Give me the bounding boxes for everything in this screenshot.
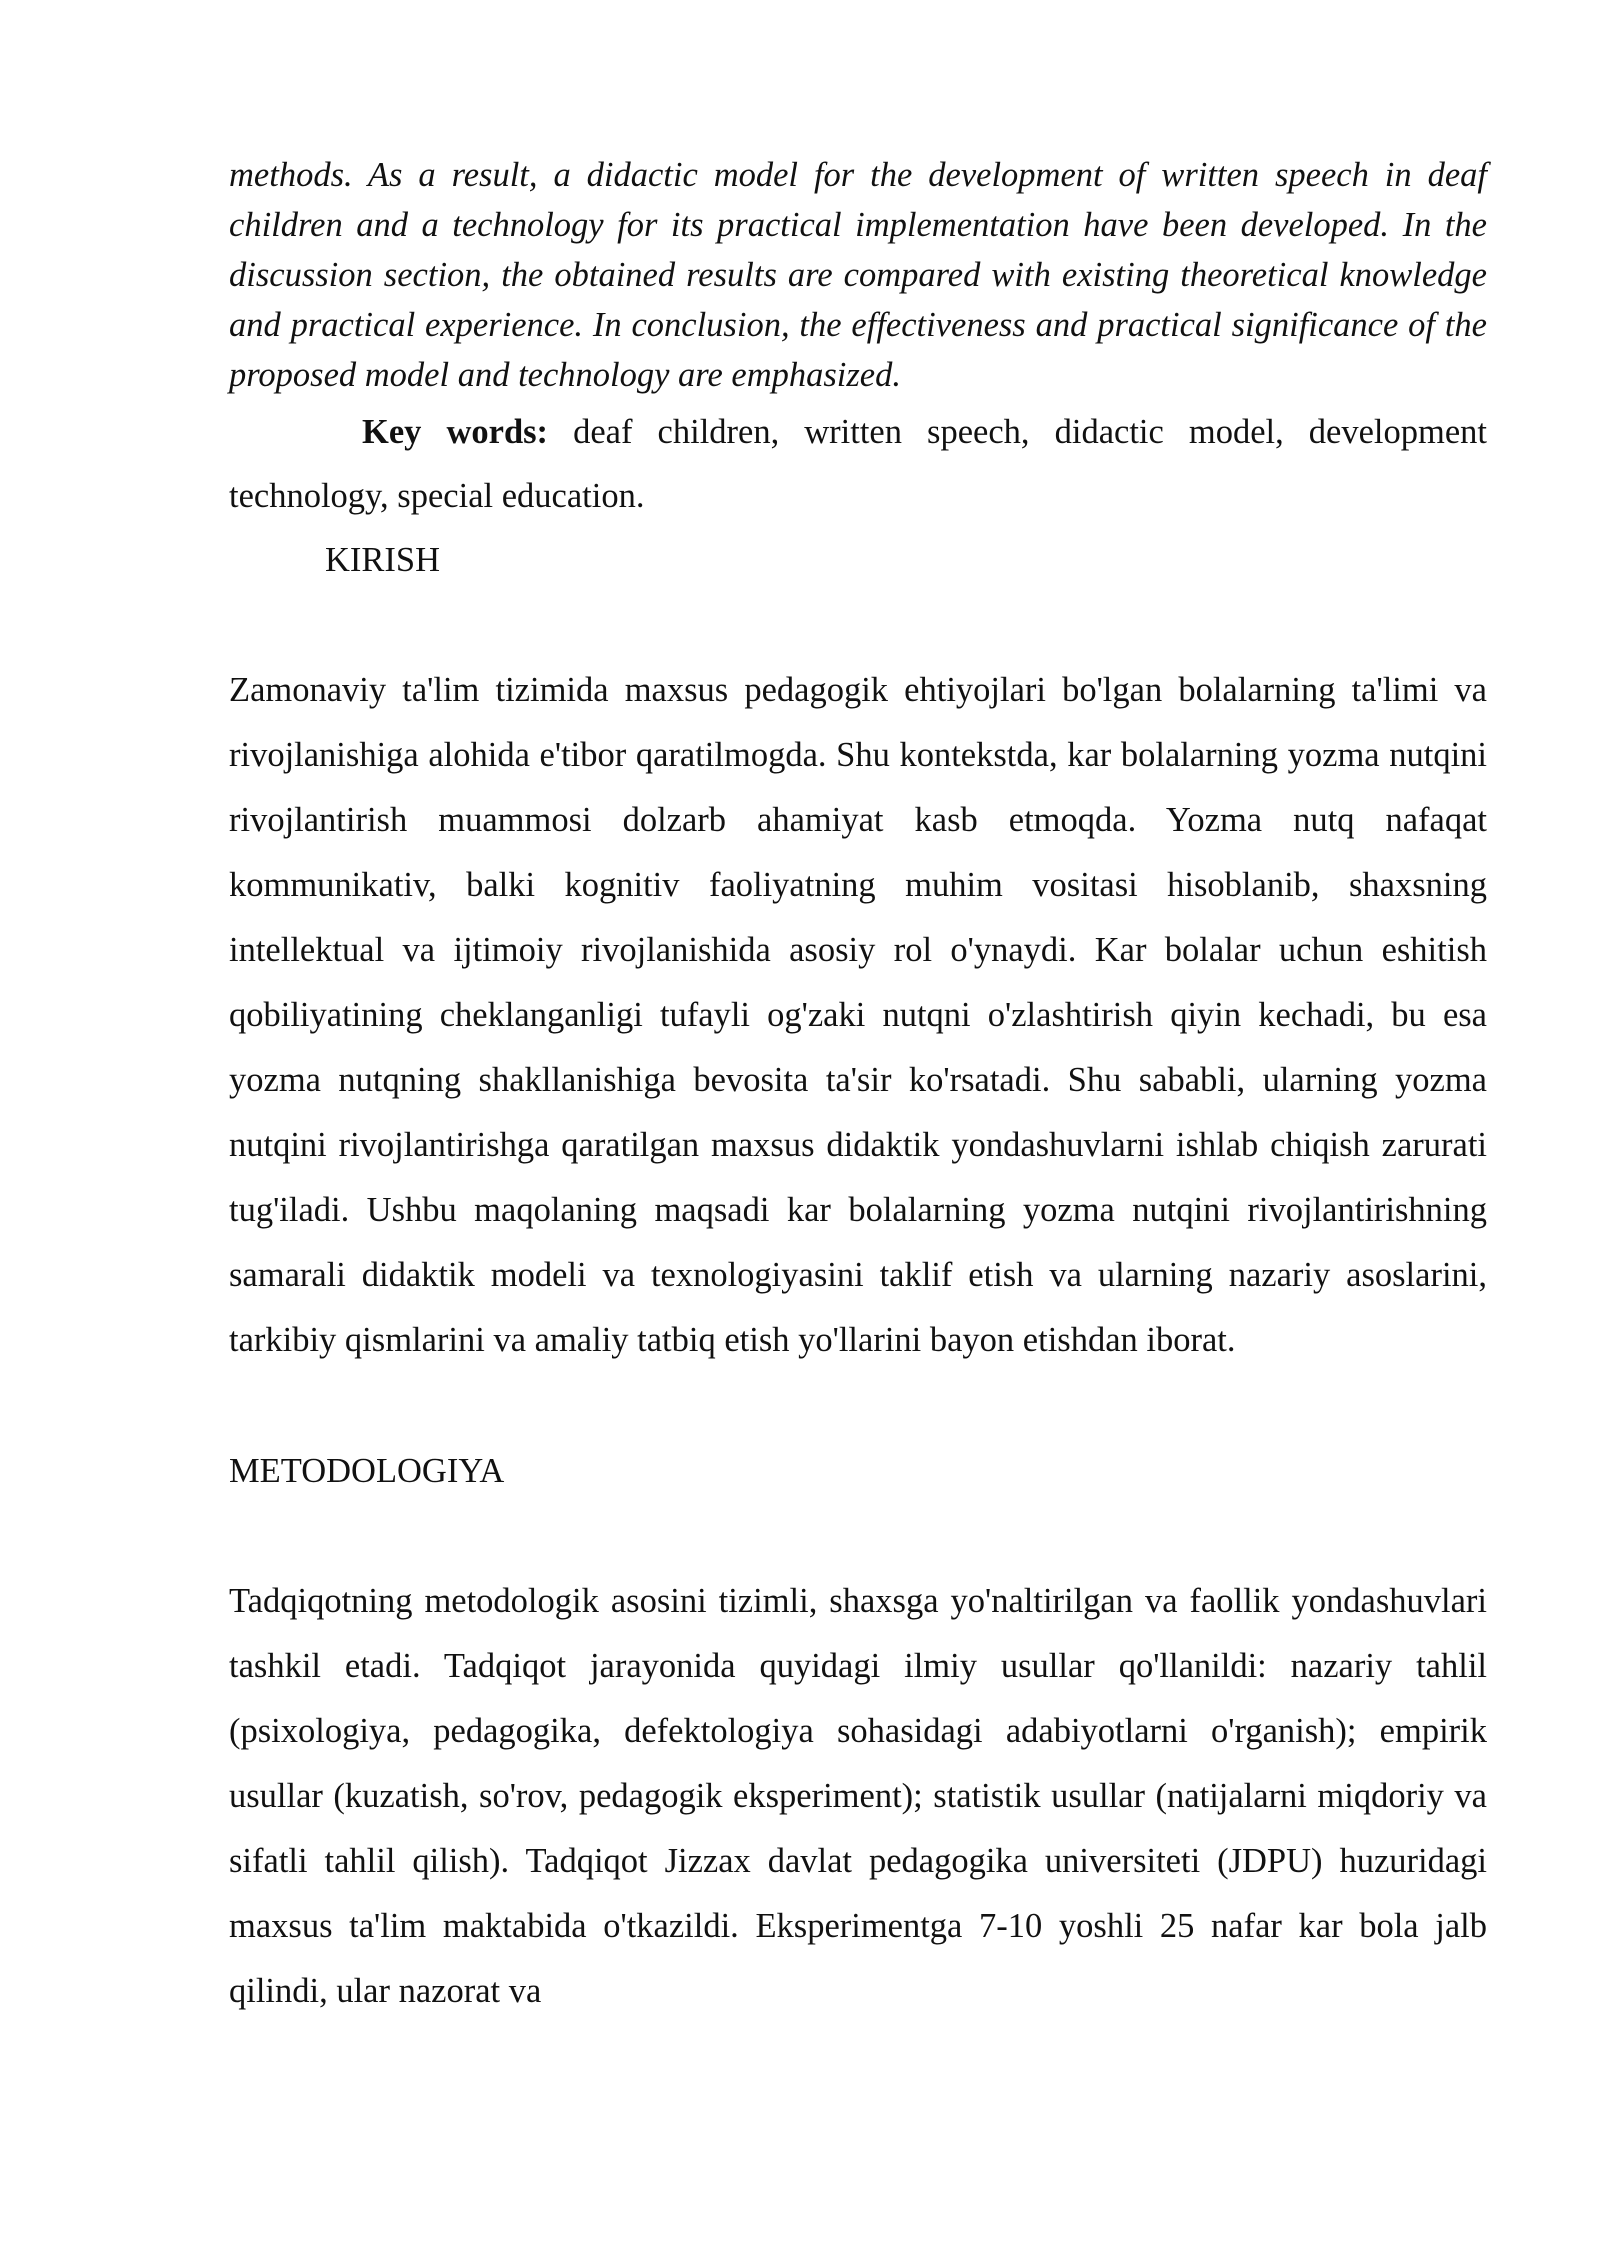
methodology-heading: METODOLOGIYA — [229, 1452, 505, 1490]
keywords-paragraph — [229, 400, 1487, 528]
introduction-paragraph: Zamonaviy ta'lim tizimida maxsus pedagogik ehtiyojlari bo'lgan bolalarning ta'limi va rivojlanishiga alohida e'tibor qaratilmogda. Shu kontekstda, kar bolalarning yozma nutqini rivojlantirish muammosi dolzarb ahamiyat kasb etmoqda. Yozma nutq nafaqat kommunikativ, balki kognitiv faoliyatning muhim vositasi hisoblanib, shaxsning intellektual va ijtimoiy rivojlanishida asosiy rol o'ynaydi. Kar bolalar uchun eshitish qobiliyatining cheklanganligi tufayli og'zaki nutqni o'zlashtirish qiyin kechadi, bu esa yozma nutqning shakllanishiga bevosita ta'sir ko'rsatadi. Shu sababli, ularning yozma nutqini rivojlantirishga qaratilgan maxsus didaktik yondashuvlarni ishlab chiqish zarurati tug'iladi. Ushbu maqolaning maqsadi kar bolalarning yozma nutqini rivojlantirishning samarali didaktik modeli va texnologiyasini taklif etish va ularning nazariy asoslarini, tarkibiy qismlarini va amaliy tatbiq etish yo'llarini bayon etishdan iborat. — [229, 671, 1487, 1359]
keywords-list: deaf children, written speech, didactic model, development technology, special education. — [229, 413, 1487, 515]
keywords-label: Key words: — [362, 413, 549, 451]
spacer — [229, 1373, 1487, 1439]
introduction-heading: KIRISH — [325, 541, 441, 579]
document-page — [229, 150, 1487, 2024]
methodology-paragraph: Tadqiqotning metodologik asosini tizimli, shaxsga yo'naltirilgan va faollik yondashuvlari tashkil etadi. Tadqiqot jarayonida quyidagi ilmiy usullar qo'llanildi: nazariy tahlil (psixologiya, pedagogika, defektologiya sohasidagi adabiyotlarni o'rganish); empirik usullar (kuzatish, so'rov, pedagogik eksperiment); statistik usullar (natijalarni miqdoriy va sifatli tahlil qilish). Tadqiqot Jizzax davlat pedagogika universiteti (JDPU) huzuridagi maxsus ta'lim maktabida o'tkazildi. Eksperimentga 7-10 yoshli 25 nafar kar bola jalb qilindi, ular nazorat va — [229, 1582, 1487, 2010]
spacer — [229, 592, 1487, 658]
abstract-text: methods. As a result, a didactic model for the development of written speech in deaf children and a technology for its practical implementation have been developed. In the discussion section, the obtained results are compared with existing theoretical knowledge and practical experience. In conclusion, the effectiveness and practical significance of the proposed model and technology are emphasized. — [229, 156, 1487, 394]
spacer — [229, 1503, 1487, 1569]
